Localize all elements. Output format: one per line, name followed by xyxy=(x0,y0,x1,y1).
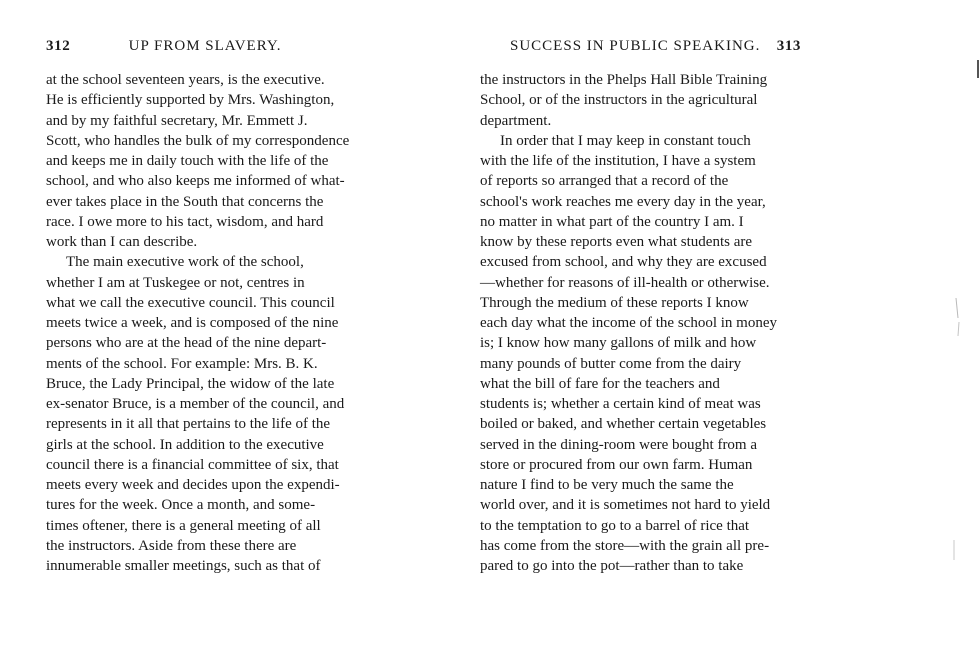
text-line: is; I know how many gallons of milk and how xyxy=(480,335,757,352)
text-line: what we call the executive council. This council xyxy=(46,294,335,311)
text-line: ex-senator Bruce, is a member of the council, and xyxy=(46,396,345,412)
right-page-header xyxy=(510,38,801,55)
right-page xyxy=(470,0,980,660)
text-line: know by these reports even what students are xyxy=(480,234,753,250)
text-line: at the school seventeen years, is the executive. xyxy=(46,72,325,88)
text-line: nature I find to be very much the same the xyxy=(480,477,734,493)
text-line: to the temptation to go to a barrel of rice that xyxy=(480,517,750,534)
text-line: tures for the week. Once a month, and some- xyxy=(46,497,316,514)
left-page-number: 312 xyxy=(46,38,71,54)
text-line: department. xyxy=(480,112,552,129)
text-line: ments of the school. For example: Mrs. B. K. xyxy=(46,355,318,372)
text-line: ever takes place in the South that concerns the xyxy=(46,193,324,210)
text-line: store or procured from our own farm. Human xyxy=(480,456,753,473)
left-page xyxy=(0,0,470,660)
right-running-head: SUCCESS IN PUBLIC SPEAKING. xyxy=(510,38,761,54)
text-line: world over, and it is sometimes not hard to yield xyxy=(480,497,771,514)
text-line: with the life of the institution, I have a system xyxy=(480,153,756,169)
text-line: the instructors in the Phelps Hall Bible Training xyxy=(480,72,768,88)
text-line: The main executive work of the school, xyxy=(66,254,304,271)
text-line: boiled or baked, and whether certain vegetables xyxy=(480,416,767,433)
text-line: school's work reaches me every day in the year, xyxy=(480,193,766,210)
text-line: no matter in what part of the country I am. I xyxy=(480,213,744,230)
text-line: the instructors. Aside from these there are xyxy=(46,537,297,554)
text-line: pared to go into the pot—rather than to take xyxy=(480,558,744,574)
left-running-head: UP FROM SLAVERY. xyxy=(128,38,282,54)
text-line: He is efficiently supported by Mrs. Washington, xyxy=(46,92,335,109)
text-line: council there is a financial committee of six, that xyxy=(46,456,339,473)
text-line: —whether for reasons of ill-health or otherwise. xyxy=(480,274,770,291)
text-line: innumerable smaller meetings, such as that of xyxy=(46,558,321,574)
text-line: girls at the school. In addition to the executive xyxy=(46,436,324,453)
text-line: what the bill of fare for the teachers and xyxy=(480,375,720,392)
text-line: Bruce, the Lady Principal, the widow of the late xyxy=(46,375,335,392)
text-line: Through the medium of these reports I know xyxy=(480,294,749,311)
text-line: excused from school, and why they are excused xyxy=(480,254,767,271)
left-page-text xyxy=(46,70,432,576)
right-page-text xyxy=(480,70,872,576)
text-line: School, or of the instructors in the agricultural xyxy=(480,92,758,109)
text-line: and keeps me in daily touch with the life of the xyxy=(46,153,329,169)
text-line: served in the dining-room were bought from a xyxy=(480,436,758,453)
text-line: Scott, who handles the bulk of my correspondence xyxy=(46,132,350,149)
text-line: school, and who also keeps me informed of what- xyxy=(46,173,345,190)
text-line: times oftener, there is a general meeting of all xyxy=(46,517,321,534)
margin-scan-marks xyxy=(950,0,980,660)
left-page-header xyxy=(46,38,282,55)
text-line: whether I am at Tuskegee or not, centres in xyxy=(46,274,305,291)
right-page-number: 313 xyxy=(776,38,802,54)
text-line: has come from the store—with the grain all pre- xyxy=(480,537,770,554)
text-line: In order that I may keep in constant touch xyxy=(500,132,751,149)
text-line: work than I can describe. xyxy=(46,234,198,250)
text-line: meets every week and decides upon the expendi- xyxy=(46,477,340,493)
text-line: and by my faithful secretary, Mr. Emmett J. xyxy=(46,112,308,129)
text-line: persons who are at the head of the nine depart- xyxy=(46,335,327,352)
text-line: race. I owe more to his tact, wisdom, and hard xyxy=(46,213,324,230)
text-line: each day what the income of the school in money xyxy=(480,315,777,331)
text-line: many pounds of butter come from the dairy xyxy=(480,355,742,372)
text-line: meets twice a week, and is composed of the nine xyxy=(46,315,339,331)
text-line: students is; whether a certain kind of meat was xyxy=(480,396,761,412)
text-line: of reports so arranged that a record of the xyxy=(480,173,729,190)
text-line: represents in it all that pertains to the life of the xyxy=(46,416,331,433)
